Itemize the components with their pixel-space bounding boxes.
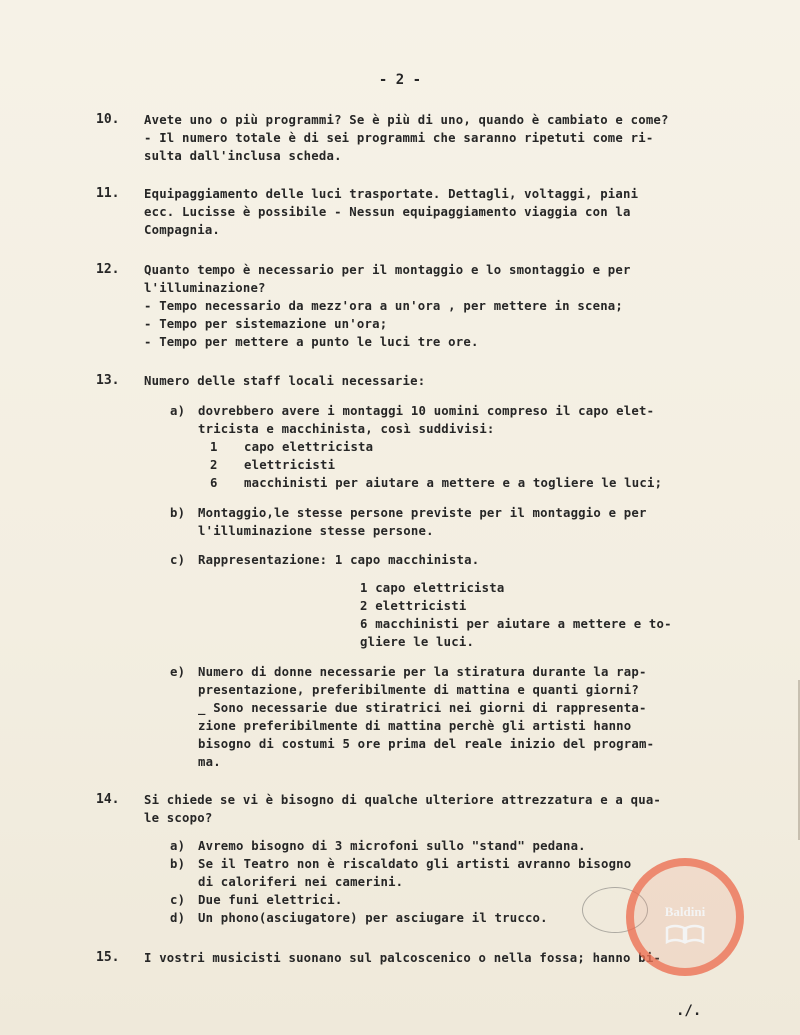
item-13c-label: c): [170, 553, 186, 567]
item-12-line-4: - Tempo per sistemazione un'ora;: [144, 317, 388, 331]
item-13e-label: e): [170, 665, 186, 679]
item-13b-line-1: Montaggio,le stesse persone previste per il montaggio e per: [198, 506, 647, 520]
item-14b-label: b): [170, 857, 186, 871]
book-icon: [665, 922, 705, 944]
item-13c-list-1: 1 capo elettricista: [360, 581, 505, 595]
item-10-line-2: - Il numero totale è di sei programmi che saranno ripetuti come ri-: [144, 131, 654, 145]
item-13-number: 13.: [96, 373, 120, 388]
page-number: - 2 -: [378, 72, 422, 88]
item-13c-list-3: 6 macchinisti per aiutare a mettere e to-: [360, 617, 672, 631]
item-13a-line-1: dovrebbero avere i montaggi 10 uomini compreso il capo elet-: [198, 404, 655, 418]
item-10-number: 10.: [96, 112, 120, 127]
item-14a-label: a): [170, 839, 186, 853]
item-14d-line-1: Un phono(asciugatore) per asciugare il trucco.: [198, 911, 548, 925]
item-13a-qty-2: 2: [210, 458, 218, 472]
item-10-line-3: sulta dall'inclusa scheda.: [144, 149, 342, 163]
item-13a-qty-1: 1: [210, 440, 218, 454]
baldini-stamp: [626, 858, 744, 976]
item-12-line-2: l'illuminazione?: [144, 281, 266, 295]
item-13-heading: Numero delle staff locali necessarie:: [144, 374, 426, 388]
item-13e-line-4: zione preferibilmente di mattina perchè gli artisti hanno: [198, 719, 632, 733]
continuation-mark: ./.: [676, 1003, 702, 1019]
item-13e-line-1: Numero di donne necessarie per la stiratura durante la rap-: [198, 665, 647, 679]
item-13e-line-5: bisogno di costumi 5 ore prima del reale inizio del program-: [198, 737, 655, 751]
item-12-line-3: - Tempo necessario da mezz'ora a un'ora , per mettere in scena;: [144, 299, 624, 313]
item-14a-line-1: Avremo bisogno di 3 microfoni sullo "stand" pedana.: [198, 839, 586, 853]
item-14c-label: c): [170, 893, 186, 907]
item-13c-list-4: gliere le luci.: [360, 635, 475, 649]
item-15-line-1: I vostri musicisti suonano sul palcoscenico o nella fossa; hanno bi-: [144, 951, 662, 965]
item-13e-line-2: presentazione, preferibilmente di mattina e quanti giorni?: [198, 683, 639, 697]
item-14-line-1: Si chiede se vi è bisogno di qualche ulteriore attrezzatura e a qua-: [144, 793, 662, 807]
item-14c-line-1: Due funi elettrici.: [198, 893, 343, 907]
item-13c-list-2: 2 elettricisti: [360, 599, 467, 613]
item-12-line-1: Quanto tempo è necessario per il montaggio e lo smontaggio e per: [144, 263, 631, 277]
item-14d-label: d): [170, 911, 186, 925]
item-11-line-1: Equipaggiamento delle luci trasportate. Dettagli, voltaggi, piani: [144, 187, 639, 201]
item-11-line-2: ecc. Lucisse è possibile - Nessun equipaggiamento viaggia con la: [144, 205, 631, 219]
item-15-number: 15.: [96, 950, 120, 965]
item-13e-line-6: ma.: [198, 755, 221, 769]
item-13a-qty-3: 6: [210, 476, 218, 490]
item-13a-role-3: macchinisti per aiutare a mettere e a togliere le luci;: [244, 476, 663, 490]
item-13b-line-2: l'illuminazione stesse persone.: [198, 524, 434, 538]
item-10-line-1: Avete uno o più programmi? Se è più di uno, quando è cambiato e come?: [144, 113, 669, 127]
item-14-line-2: le scopo?: [144, 811, 213, 825]
item-13a-line-2: tricista e macchinista, così suddivisi:: [198, 422, 495, 436]
item-11-line-3: Compagnia.: [144, 223, 221, 237]
item-11-number: 11.: [96, 186, 120, 201]
item-13a-role-1: capo elettricista: [244, 440, 374, 454]
item-13b-label: b): [170, 506, 186, 520]
item-13a-label: a): [170, 404, 186, 418]
item-14b-line-1: Se il Teatro non è riscaldato gli artisti avranno bisogno: [198, 857, 632, 871]
item-13c-line: Rappresentazione: 1 capo macchinista.: [198, 553, 480, 567]
item-14-number: 14.: [96, 792, 120, 807]
baldini-stamp-label: Baldini: [664, 904, 706, 919]
item-12-number: 12.: [96, 262, 120, 277]
item-12-line-5: - Tempo per mettere a punto le luci tre ore.: [144, 335, 479, 349]
item-14b-line-2: di caloriferi nei camerini.: [198, 875, 404, 889]
item-13e-line-3: _ Sono necessarie due stiratrici nei giorni di rappresenta-: [198, 701, 647, 715]
item-13a-role-2: elettricisti: [244, 458, 336, 472]
